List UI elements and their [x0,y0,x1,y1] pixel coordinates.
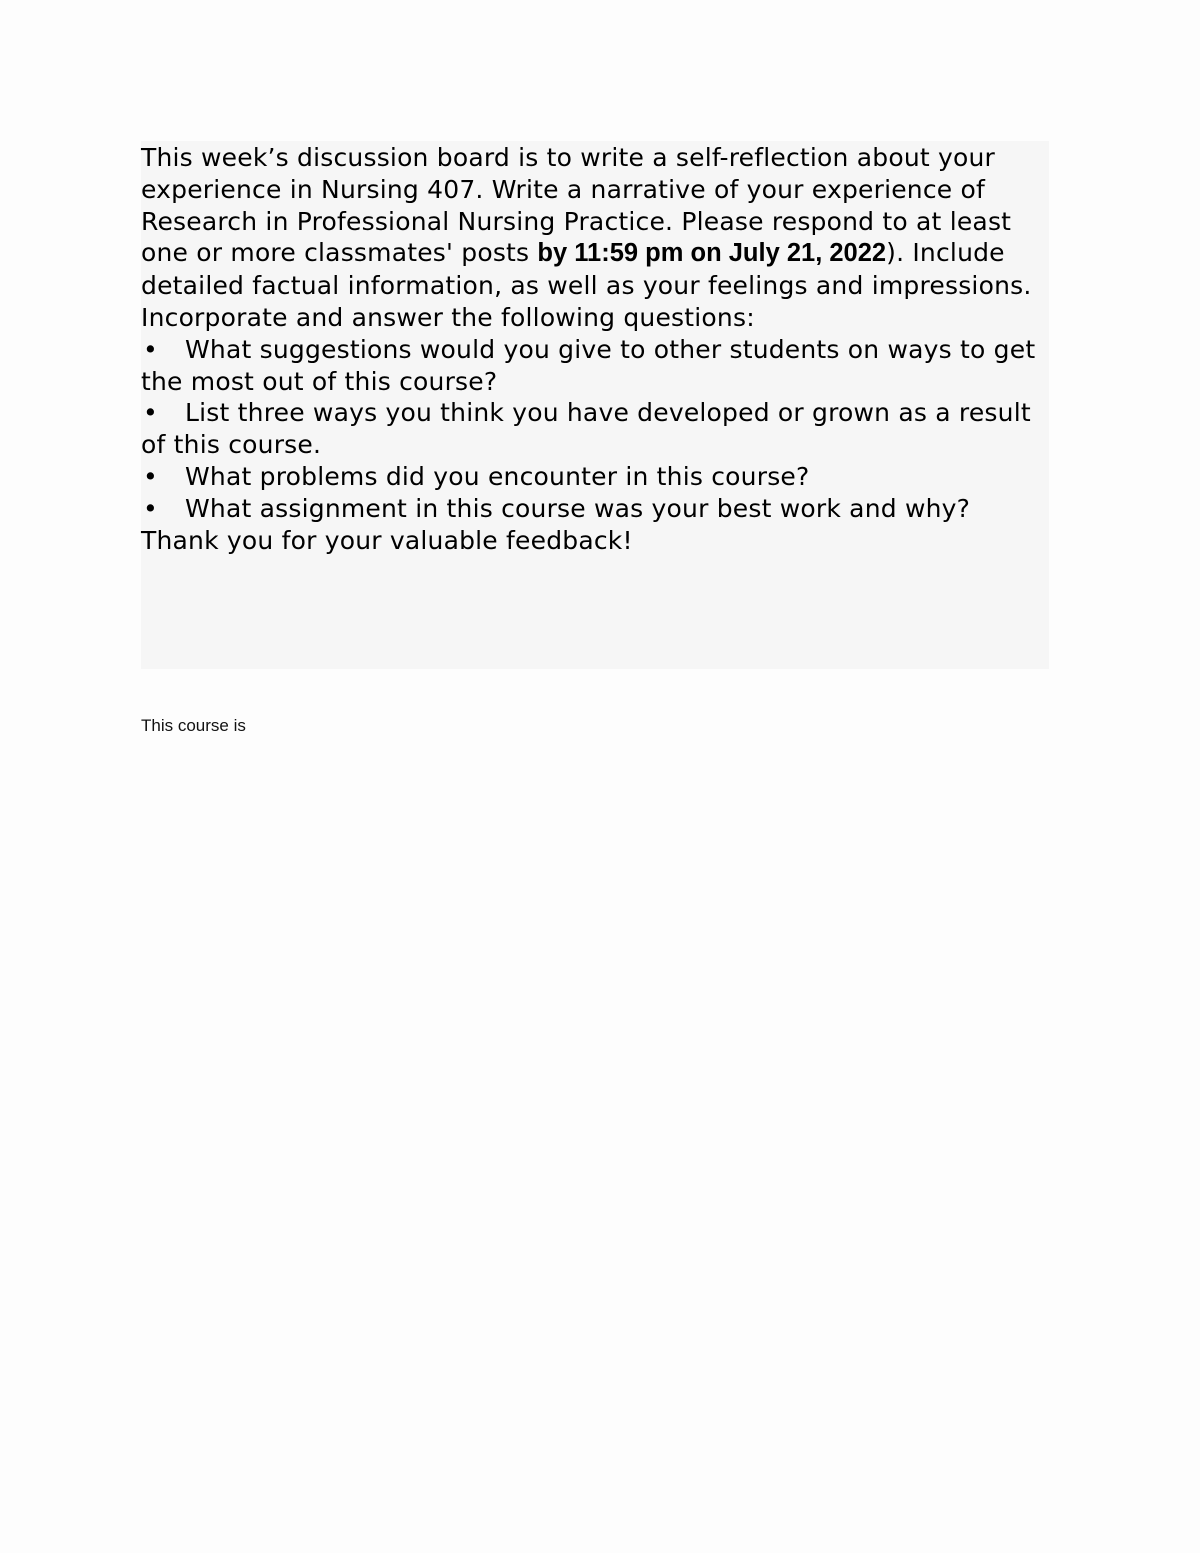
prompt-intro [141,141,1049,334]
question-item [141,334,1049,398]
question-text: What problems did you encounter in this course? [185,461,810,491]
bullet-icon: • [143,461,158,491]
bullet-icon: • [143,493,158,523]
prompt-intro-continuation: ). Include detailed factual information, as well as your feelings and impressions. Incorporate and answer the following questions: [141,238,1032,332]
question-text: What suggestions would you give to other students on ways to get the most out of this course? [141,334,1036,396]
deadline-text: by 11:59 pm on July 21, 2022 [537,239,887,268]
questions-list [141,334,1049,525]
response-text: This course is [141,716,246,735]
bullet-icon: • [143,334,158,364]
discussion-prompt-box [141,141,1049,669]
question-item [141,397,1049,461]
bullet-icon: • [143,398,158,428]
prompt-intro-text: This week’s discussion board is to write a self-reflection about your experience in Nursing 407. Write a narrative of your experience of Research in Professional Nursing Practice. Please respond to at least one or more classmates' posts [141,143,1012,268]
closing-line: Thank you for your valuable feedback! [141,525,633,555]
question-item [141,493,1049,525]
question-text: List three ways you think you have developed or grown as a result of this course. [141,398,1031,460]
question-text: What assignment in this course was your best work and why? [185,493,971,523]
question-item [141,461,1049,493]
